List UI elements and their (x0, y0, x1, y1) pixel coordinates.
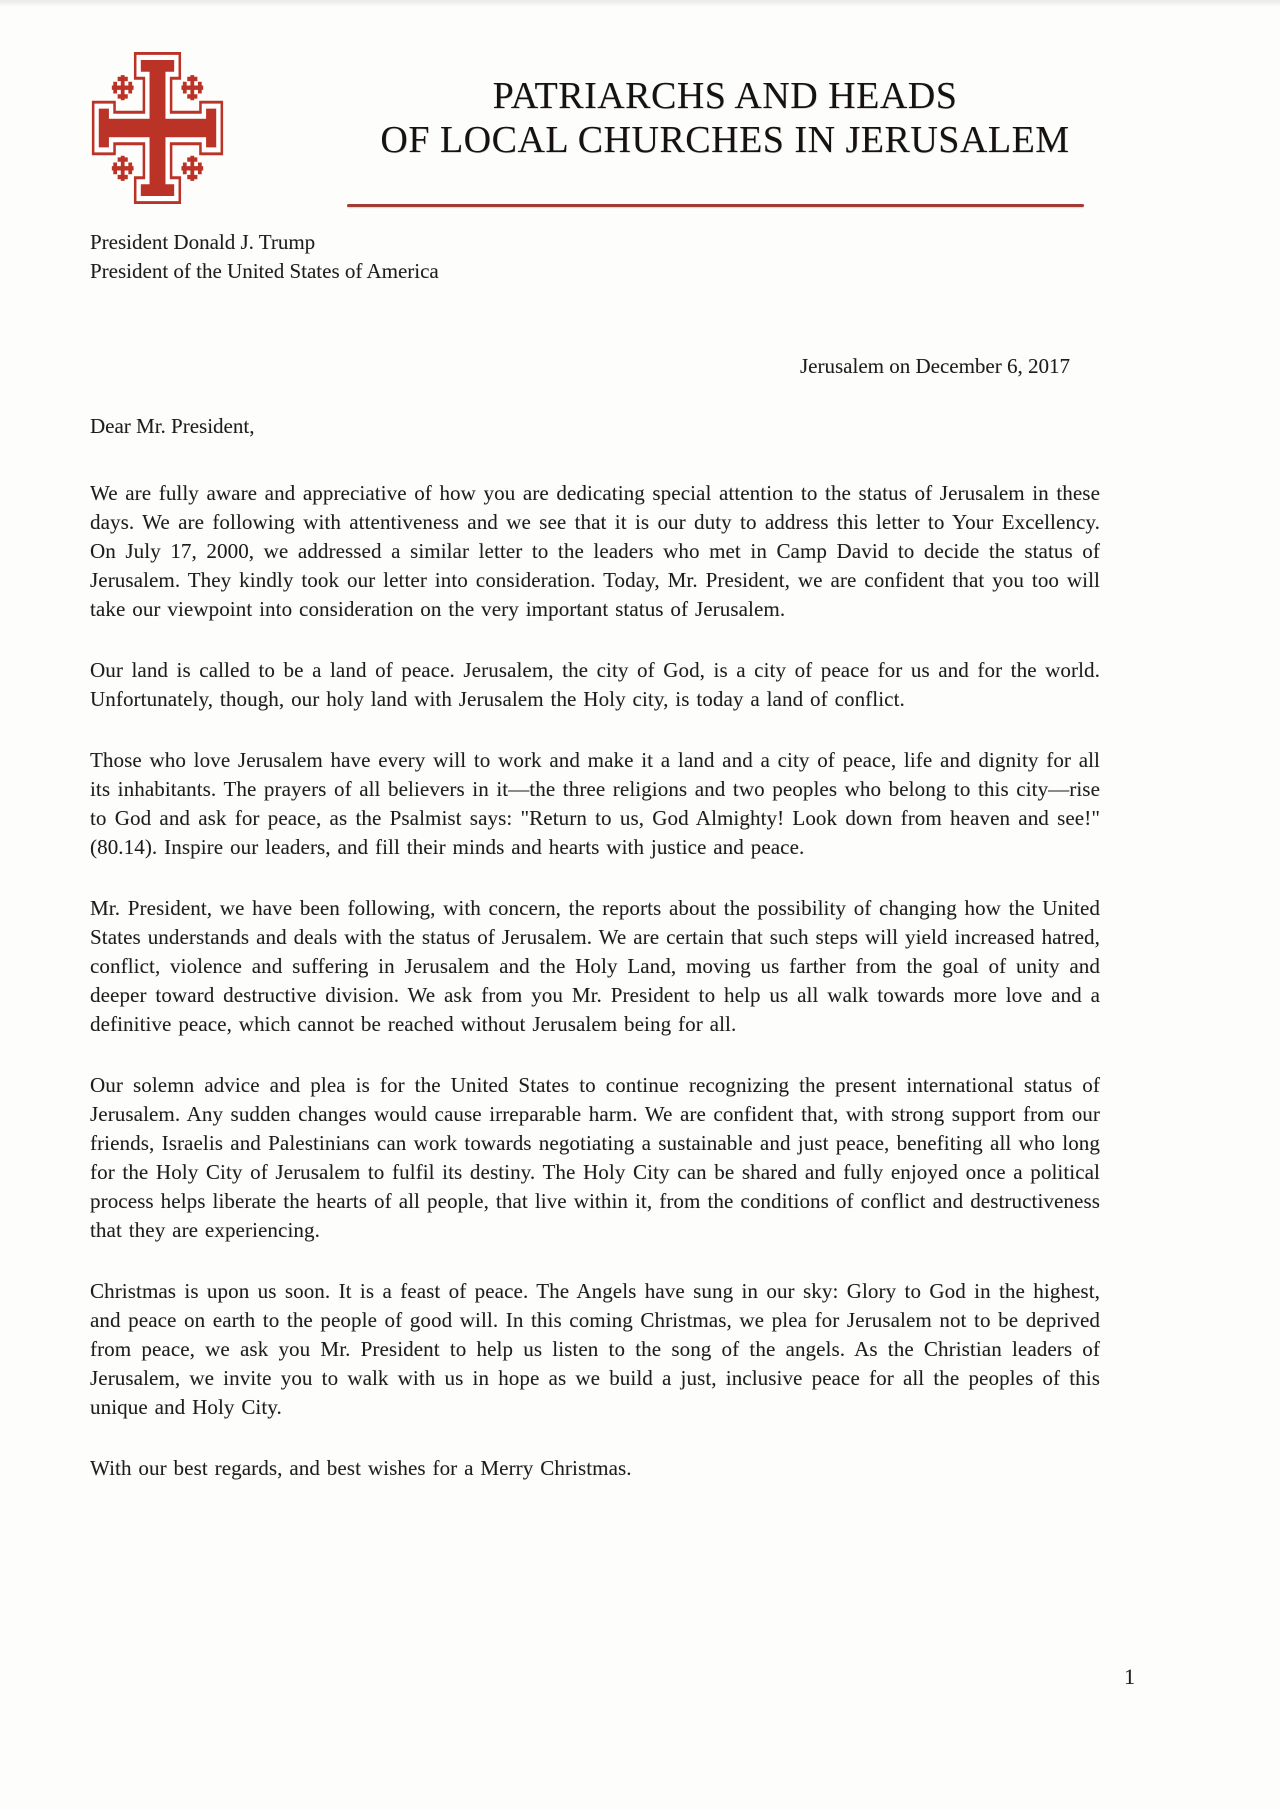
salutation: Dear Mr. President, (90, 414, 255, 438)
paragraph-2: Our land is called to be a land of peace. Jerusalem, the city of God, is a city of peace for us and for the world. Unfortunately, though, our holy land with Jerusalem the Holy city, is today a land of conflict. (90, 658, 1100, 711)
letter-body (90, 479, 1100, 1483)
jerusalem-cross-icon (85, 44, 230, 212)
recipient-name: President Donald J. Trump (90, 230, 316, 254)
paragraph-5: Our solemn advice and plea is for the United States to continue recognizing the present international status of Jerusalem. Any sudden changes would cause irreparable harm. We are confident that, with strong support from our friends, Israelis and Palestinians can work towards negotiating a sustainable and just peace, benefiting all who long for the Holy City of Jerusalem to fulfil its destiny. The Holy City can be shared and fully enjoyed once a political process helps liberate the hearts of all people, that live within it, from the conditions of conflict and destructiveness that they are experiencing. (90, 1073, 1100, 1242)
paragraph-4: Mr. President, we have been following, with concern, the reports about the possibility of changing how the United States understands and deals with the status of Jerusalem. We are certain that such steps will yield increased hatred, conflict, violence and suffering in Jerusalem and the Holy Land, moving us farther from the goal of unity and deeper toward destructive division. We ask from you Mr. President to help us all walk towards more love and a definitive peace, which cannot be reached without Jerusalem being for all. (90, 896, 1100, 1036)
letterhead-title-line2: OF LOCAL CHURCHES IN JERUSALEM (380, 119, 1070, 161)
dateline: Jerusalem on December 6, 2017 (800, 354, 1070, 378)
recipient-block (90, 228, 1100, 286)
paragraph-6: Christmas is upon us soon. It is a feast of peace. The Angels have sung in our sky: Glory to God in the highest, and peace on earth to the people of good will. In this coming Christmas, we plea for Jerusalem not to be deprived from peace, we ask you Mr. President to help us listen to the song of the angels. As the Christian leaders of Jerusalem, we invite you to walk with us in hope as we build a just, inclusive peace for all the peoples of this unique and Holy City. (90, 1279, 1100, 1419)
jerusalem-cross-logo (85, 44, 230, 212)
paragraph-3: Those who love Jerusalem have every will to work and make it a land and a city of peace, life and dignity for all its inhabitants. The prayers of all believers in it—the three religions and two peoples who belong to this city—rise to God and ask for peace, as the Psalmist says: "Return to us, God Almighty! Look down from heaven and see!" (80.14). Inspire our leaders, and fill their minds and hearts with justice and peace. (90, 748, 1100, 859)
closing-line: With our best regards, and best wishes for a Merry Christmas. (90, 1456, 632, 1480)
page-number: 1 (1124, 1664, 1135, 1689)
scan-artifact-top (0, 0, 1280, 7)
letterhead-title (330, 74, 1120, 162)
letter-content (90, 228, 1100, 1483)
letterhead-rule (347, 204, 1084, 207)
recipient-title: President of the United States of America (90, 259, 439, 283)
letterhead-title-line1: PATRIARCHS AND HEADS (492, 75, 958, 117)
paragraph-1: We are fully aware and appreciative of how you are dedicating special attention to the status of Jerusalem in these days. We are following with attentiveness and we see that it is our duty to address this letter to Your Excellency. On July 17, 2000, we addressed a similar letter to the leaders who met in Camp David to decide the status of Jerusalem. They kindly took our letter into consideration. Today, Mr. President, we are confident that you too will take our viewpoint into consideration on the very important status of Jerusalem. (90, 481, 1100, 621)
